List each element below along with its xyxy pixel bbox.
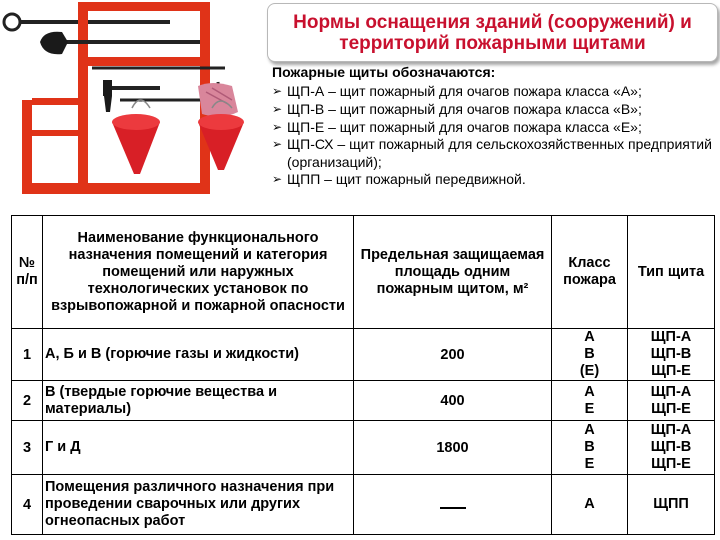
list-item: ➢ ЩП-Е – щит пожарный для очагов пожара класса «Е»; xyxy=(272,118,642,135)
row-area: 400 xyxy=(354,381,552,421)
table-row xyxy=(12,381,715,421)
shovel-icon xyxy=(40,32,200,55)
arrow-bullet-icon: ➢ xyxy=(272,172,283,187)
row-classes: А В Е xyxy=(552,421,628,475)
row-number: 4 xyxy=(12,475,43,535)
table-row xyxy=(12,329,715,381)
list-item: ➢ ЩП-СХ – щит пожарный для сельскохозяйственных предприятий (организаций); xyxy=(272,136,712,170)
table-row xyxy=(12,475,715,535)
title-box xyxy=(267,3,718,62)
row-name: Г и Д xyxy=(43,421,354,475)
intro-heading: Пожарные щиты обозначаются: xyxy=(272,64,496,80)
col-header-type: Тип щита xyxy=(628,216,715,329)
row-number: 1 xyxy=(12,329,43,381)
col-header-class: Класс пожара xyxy=(552,216,628,329)
table-header-row xyxy=(12,216,715,329)
arrow-bullet-icon: ➢ xyxy=(272,101,283,116)
list-item: ➢ ЩП-В – щит пожарный для очагов пожара класса «В»; xyxy=(272,100,642,117)
row-types: ЩП-А ЩП-В ЩП-Е xyxy=(628,421,715,475)
table-row xyxy=(12,421,715,475)
row-number: 2 xyxy=(12,381,43,421)
row-classes: А Е xyxy=(552,381,628,421)
row-area: 200 xyxy=(354,329,552,381)
col-header-name: Наименование функционального назначения помещений и категория помещений или наружных технологических установок по взрывопожарной и пожарной опасности xyxy=(43,216,354,329)
row-name: В (твердые горючие вещества и материалы) xyxy=(43,381,354,421)
dash-line xyxy=(440,497,466,509)
col-header-area: Предельная защищаемая площадь одним пожарным щитом, м² xyxy=(354,216,552,329)
arrow-bullet-icon: ➢ xyxy=(272,137,283,152)
row-name: А, Б и В (горючие газы и жидкости) xyxy=(43,329,354,381)
page-title: Нормы оснащения зданий (сооружений) и территорий пожарными щитами xyxy=(293,11,692,54)
row-types: ЩПП xyxy=(628,475,715,535)
list-item: ➢ ЩП-А – щит пожарный для очагов пожара класса «А»; xyxy=(272,83,642,100)
col-header-number: № п/п xyxy=(12,216,43,329)
arrow-bullet-icon: ➢ xyxy=(272,84,283,99)
board-frame xyxy=(22,2,210,194)
row-classes: А В (Е) xyxy=(552,329,628,381)
norms-table xyxy=(11,215,715,535)
axe-icon xyxy=(103,80,160,112)
row-area xyxy=(354,475,552,535)
list-item: ➢ ЩПП – щит пожарный передвижной. xyxy=(272,171,526,188)
row-types: ЩП-А ЩП-В ЩП-Е xyxy=(628,329,715,381)
arrow-bullet-icon: ➢ xyxy=(272,119,283,134)
row-name: Помещения различного назначения при проведении сварочных или других огнеопасных работ xyxy=(43,475,354,535)
row-area: 1800 xyxy=(354,421,552,475)
sand-bag-icon xyxy=(198,83,238,117)
row-classes: А xyxy=(552,475,628,535)
designation-list xyxy=(272,83,712,188)
fire-board-illustration xyxy=(0,0,262,210)
row-number: 3 xyxy=(12,421,43,475)
bucket-icon xyxy=(112,100,160,174)
intro-section xyxy=(272,64,712,189)
row-types: ЩП-А ЩП-Е xyxy=(628,381,715,421)
